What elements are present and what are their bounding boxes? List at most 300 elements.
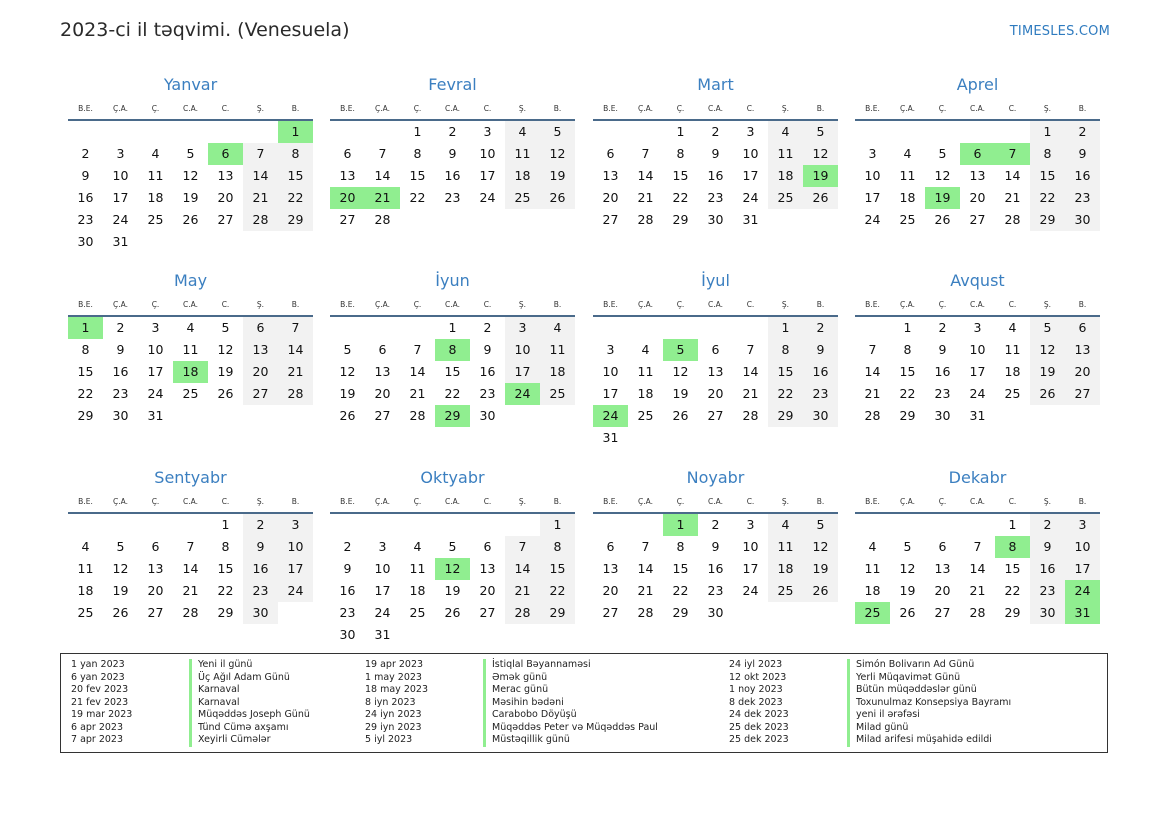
- day-cell: 25: [182, 386, 199, 401]
- day-cell: 9: [243, 536, 278, 558]
- day-grid: [593, 514, 838, 624]
- day-cell: 13: [1065, 339, 1100, 361]
- month-calendar: [855, 270, 1100, 427]
- day-cell: 20: [217, 190, 234, 205]
- day-cell: 25: [540, 383, 575, 405]
- holiday-name: Carabobo Döyüşü: [483, 709, 577, 722]
- day-cell: 4: [505, 121, 540, 143]
- day-cell: 19: [182, 190, 199, 205]
- day-cell: 30: [1030, 602, 1065, 624]
- weekday-label: B.: [816, 497, 825, 506]
- weekday-label: C.A.: [182, 497, 198, 506]
- holiday-name: Milad arifesi müşahidə edildi: [847, 734, 992, 747]
- weekday-label: Ş.: [781, 104, 790, 113]
- day-cell: 28: [969, 605, 986, 620]
- month-title: Oktyabr: [420, 468, 485, 487]
- day-cell: 7: [413, 342, 422, 357]
- day-cell: 18: [768, 558, 803, 580]
- day-cell: 25: [1004, 386, 1021, 401]
- weekday-label: C.: [1008, 104, 1017, 113]
- holiday-column: [729, 659, 1011, 747]
- month-title: Yanvar: [163, 75, 218, 94]
- day-cell: 24: [278, 580, 313, 602]
- holiday-row: [71, 659, 310, 672]
- day-cell: 14: [1004, 168, 1021, 183]
- weekday-label: B.: [553, 300, 562, 309]
- day-cell: 10: [864, 168, 881, 183]
- holiday-date: 7 apr 2023: [71, 734, 124, 745]
- day-cell: 1: [448, 320, 457, 335]
- day-cell: 19: [803, 558, 838, 580]
- day-cell: 17: [374, 583, 391, 598]
- day-grid: [330, 121, 575, 231]
- day-cell: 14: [864, 364, 881, 379]
- holiday-row: [365, 734, 658, 747]
- day-cell: 15: [1030, 165, 1065, 187]
- holiday-row: [729, 697, 1011, 710]
- holiday-name: Müstəqillik günü: [483, 734, 570, 747]
- weekday-label: B.: [1078, 497, 1087, 506]
- day-grid: [68, 121, 313, 253]
- holiday-day: 6: [208, 143, 243, 165]
- day-cell: 14: [374, 168, 391, 183]
- day-cell: 30: [479, 408, 496, 423]
- weekday-label: B.E.: [865, 497, 880, 506]
- holiday-row: [365, 672, 658, 685]
- day-cell: 23: [444, 190, 461, 205]
- day-cell: 19: [540, 165, 575, 187]
- day-cell: 30: [243, 602, 278, 624]
- day-cell: 13: [339, 168, 356, 183]
- day-cell: 2: [116, 320, 125, 335]
- weekday-label: C.: [221, 497, 230, 506]
- weekday-header: [855, 298, 1100, 317]
- day-cell: 30: [339, 627, 356, 642]
- weekday-label: Ç.A.: [374, 497, 390, 506]
- day-cell: 14: [505, 558, 540, 580]
- weekday-label: B.E.: [865, 300, 880, 309]
- weekday-label: C.A.: [707, 104, 723, 113]
- day-cell: 25: [409, 605, 426, 620]
- day-cell: 12: [672, 364, 689, 379]
- day-cell: 26: [112, 605, 129, 620]
- empty-cell: [960, 121, 995, 143]
- day-cell: 8: [81, 342, 90, 357]
- weekday-label: C.A.: [444, 104, 460, 113]
- weekday-label: C.: [746, 497, 755, 506]
- day-cell: 15: [278, 165, 313, 187]
- day-cell: 23: [934, 386, 951, 401]
- day-cell: 28: [182, 605, 199, 620]
- day-cell: 31: [112, 234, 129, 249]
- day-cell: 31: [147, 408, 164, 423]
- day-cell: 17: [864, 190, 881, 205]
- day-cell: 5: [186, 146, 195, 161]
- day-cell: 31: [602, 430, 619, 445]
- day-cell: 24: [374, 605, 391, 620]
- day-cell: 30: [1065, 209, 1100, 231]
- day-cell: 25: [768, 580, 803, 602]
- weekday-label: Ç.A.: [637, 104, 653, 113]
- day-cell: 5: [540, 121, 575, 143]
- month-calendar: [593, 467, 838, 624]
- holiday-name: Bütün müqəddəslər günü: [847, 684, 977, 697]
- day-cell: 8: [540, 536, 575, 558]
- day-cell: 23: [339, 605, 356, 620]
- month-calendar: [330, 74, 575, 231]
- day-cell: 13: [374, 364, 391, 379]
- weekday-header: [593, 102, 838, 121]
- day-cell: 7: [746, 342, 755, 357]
- empty-cell: [365, 121, 400, 143]
- empty-cell: [138, 121, 173, 143]
- day-cell: 26: [803, 187, 838, 209]
- empty-cell: [243, 121, 278, 143]
- weekday-label: C.: [221, 300, 230, 309]
- day-cell: 23: [77, 212, 94, 227]
- holiday-name: Müqəddəs Peter və Müqəddəs Paul: [483, 722, 658, 735]
- month-title: Dekabr: [948, 468, 1007, 487]
- day-cell: 25: [77, 605, 94, 620]
- day-cell: 2: [803, 317, 838, 339]
- holiday-name: Merac günü: [483, 684, 548, 697]
- holiday-list: [60, 653, 1108, 753]
- weekday-label: Ş.: [256, 300, 265, 309]
- weekday-label: Ç.A.: [112, 300, 128, 309]
- day-cell: 4: [641, 342, 650, 357]
- day-cell: 29: [672, 212, 689, 227]
- day-cell: 21: [243, 187, 278, 209]
- day-cell: 17: [969, 364, 986, 379]
- empty-cell: [925, 514, 960, 536]
- day-cell: 15: [409, 168, 426, 183]
- holiday-date: 20 fev 2023: [71, 684, 129, 695]
- holiday-day: 24: [505, 383, 540, 405]
- holiday-name: Yeni il günü: [189, 659, 252, 672]
- day-cell: 24: [864, 212, 881, 227]
- day-cell: 10: [602, 364, 619, 379]
- holiday-row: [365, 684, 658, 697]
- month-calendar: [855, 74, 1100, 231]
- day-cell: 19: [339, 386, 356, 401]
- holiday-day: 7: [995, 143, 1030, 165]
- weekday-label: Ç.: [938, 497, 947, 506]
- holiday-name: Xeyirli Cümələr: [189, 734, 271, 747]
- weekday-label: C.A.: [444, 300, 460, 309]
- day-cell: 15: [540, 558, 575, 580]
- weekday-label: Ç.: [676, 104, 685, 113]
- weekday-label: Ç.A.: [374, 300, 390, 309]
- day-cell: 27: [602, 212, 619, 227]
- day-cell: 9: [448, 146, 457, 161]
- day-cell: 4: [540, 317, 575, 339]
- day-grid: [855, 514, 1100, 624]
- holiday-name: Tünd Cümə axşamı: [189, 722, 288, 735]
- day-cell: 6: [1065, 317, 1100, 339]
- empty-cell: [628, 317, 663, 339]
- day-cell: 16: [1030, 558, 1065, 580]
- day-cell: 3: [973, 320, 982, 335]
- weekday-header: [855, 102, 1100, 121]
- day-cell: 23: [479, 386, 496, 401]
- empty-cell: [505, 514, 540, 536]
- empty-cell: [663, 317, 698, 339]
- weekday-label: B.: [816, 104, 825, 113]
- weekday-label: C.: [746, 300, 755, 309]
- day-cell: 7: [641, 539, 650, 554]
- holiday-date: 1 may 2023: [365, 671, 422, 683]
- day-cell: 19: [1030, 361, 1065, 383]
- month-calendar: [68, 270, 313, 427]
- day-cell: 28: [374, 212, 391, 227]
- holiday-date: 12 okt 2023: [729, 671, 787, 683]
- holiday-row: [71, 672, 310, 685]
- day-cell: 8: [676, 539, 685, 554]
- weekday-label: B.: [291, 497, 300, 506]
- empty-cell: [890, 514, 925, 536]
- holiday-date: 5 iyl 2023: [365, 734, 413, 745]
- holiday-date: 18 may 2023: [365, 684, 429, 695]
- day-cell: 7: [973, 539, 982, 554]
- empty-cell: [593, 317, 628, 339]
- day-cell: 18: [637, 386, 654, 401]
- weekday-label: B.E.: [603, 104, 618, 113]
- day-cell: 8: [676, 146, 685, 161]
- weekday-label: Ç.: [938, 104, 947, 113]
- holiday-date: 6 yan 2023: [71, 671, 125, 683]
- holiday-name: Üç Ağıl Adam Günü: [189, 672, 290, 685]
- day-cell: 3: [278, 514, 313, 536]
- month-title: Sentyabr: [154, 468, 227, 487]
- empty-cell: [925, 121, 960, 143]
- day-cell: 21: [969, 583, 986, 598]
- day-cell: 10: [742, 539, 759, 554]
- day-cell: 12: [217, 342, 234, 357]
- holiday-day: 25: [855, 602, 890, 624]
- empty-cell: [208, 121, 243, 143]
- holiday-day: 24: [593, 405, 628, 427]
- day-cell: 13: [969, 168, 986, 183]
- day-cell: 25: [768, 187, 803, 209]
- holiday-date: 24 iyn 2023: [365, 709, 422, 720]
- day-cell: 22: [444, 386, 461, 401]
- empty-cell: [593, 121, 628, 143]
- empty-cell: [628, 514, 663, 536]
- holiday-row: [365, 659, 658, 672]
- weekday-label: Ş.: [1043, 104, 1052, 113]
- day-cell: 11: [147, 168, 164, 183]
- weekday-label: Ç.: [151, 497, 160, 506]
- day-grid: [855, 121, 1100, 231]
- day-cell: 29: [768, 405, 803, 427]
- day-cell: 21: [742, 386, 759, 401]
- day-cell: 22: [1030, 187, 1065, 209]
- weekday-label: Ş.: [1043, 300, 1052, 309]
- day-cell: 15: [768, 361, 803, 383]
- day-cell: 9: [711, 146, 720, 161]
- holiday-row: [729, 722, 1011, 735]
- day-cell: 4: [81, 539, 90, 554]
- day-cell: 16: [707, 168, 724, 183]
- day-cell: 14: [637, 561, 654, 576]
- day-cell: 3: [746, 517, 755, 532]
- day-cell: 27: [243, 383, 278, 405]
- weekday-label: Ç.: [413, 497, 422, 506]
- empty-cell: [330, 514, 365, 536]
- weekday-header: [593, 495, 838, 514]
- day-cell: 20: [479, 583, 496, 598]
- empty-cell: [330, 317, 365, 339]
- day-cell: 14: [742, 364, 759, 379]
- day-cell: 10: [505, 339, 540, 361]
- holiday-day: 5: [663, 339, 698, 361]
- day-cell: 12: [899, 561, 916, 576]
- empty-cell: [400, 514, 435, 536]
- day-cell: 9: [116, 342, 125, 357]
- day-cell: 7: [186, 539, 195, 554]
- holiday-name: Karnaval: [189, 697, 240, 710]
- day-cell: 25: [899, 212, 916, 227]
- day-cell: 12: [339, 364, 356, 379]
- day-cell: 18: [1004, 364, 1021, 379]
- day-cell: 25: [505, 187, 540, 209]
- day-cell: 4: [186, 320, 195, 335]
- day-cell: 28: [243, 209, 278, 231]
- weekday-header: [68, 102, 313, 121]
- day-cell: 26: [672, 408, 689, 423]
- weekday-label: Ç.: [413, 104, 422, 113]
- day-cell: 16: [707, 561, 724, 576]
- day-cell: 18: [409, 583, 426, 598]
- day-cell: 29: [540, 602, 575, 624]
- weekday-label: C.: [483, 497, 492, 506]
- day-cell: 19: [672, 386, 689, 401]
- day-cell: 22: [77, 386, 94, 401]
- day-cell: 3: [1065, 514, 1100, 536]
- day-cell: 17: [602, 386, 619, 401]
- day-cell: 7: [378, 146, 387, 161]
- empty-cell: [330, 121, 365, 143]
- weekday-header: [593, 298, 838, 317]
- day-cell: 4: [1008, 320, 1017, 335]
- day-cell: 26: [803, 580, 838, 602]
- weekday-label: B.E.: [340, 300, 355, 309]
- day-cell: 11: [1004, 342, 1021, 357]
- day-cell: 14: [182, 561, 199, 576]
- day-cell: 8: [903, 342, 912, 357]
- day-cell: 22: [899, 386, 916, 401]
- holiday-row: [729, 684, 1011, 697]
- day-grid: [330, 514, 575, 646]
- weekday-label: B.E.: [78, 300, 93, 309]
- day-cell: 1: [221, 517, 230, 532]
- day-cell: 26: [182, 212, 199, 227]
- day-cell: 26: [1030, 383, 1065, 405]
- day-cell: 19: [217, 364, 234, 379]
- day-cell: 2: [711, 124, 720, 139]
- day-cell: 11: [768, 143, 803, 165]
- day-cell: 27: [934, 605, 951, 620]
- weekday-label: B.: [553, 104, 562, 113]
- day-cell: 20: [707, 386, 724, 401]
- day-cell: 5: [803, 514, 838, 536]
- weekday-label: B.E.: [78, 104, 93, 113]
- day-cell: 31: [742, 212, 759, 227]
- day-cell: 6: [243, 317, 278, 339]
- holiday-date: 21 fev 2023: [71, 696, 129, 708]
- day-cell: 17: [479, 168, 496, 183]
- day-cell: 23: [112, 386, 129, 401]
- weekday-label: Ç.: [151, 300, 160, 309]
- weekday-header: [330, 298, 575, 317]
- day-cell: 1: [540, 514, 575, 536]
- day-cell: 28: [864, 408, 881, 423]
- day-cell: 22: [672, 583, 689, 598]
- holiday-day: 18: [173, 361, 208, 383]
- weekday-label: C.: [483, 300, 492, 309]
- weekday-label: B.: [291, 300, 300, 309]
- weekday-label: C.: [1008, 300, 1017, 309]
- weekday-header: [330, 102, 575, 121]
- holiday-day: 19: [925, 187, 960, 209]
- day-cell: 8: [1030, 143, 1065, 165]
- weekday-label: Ş.: [256, 104, 265, 113]
- day-cell: 22: [217, 583, 234, 598]
- holiday-date: 1 yan 2023: [71, 659, 125, 670]
- day-cell: 1: [1008, 517, 1017, 532]
- weekday-label: Ç.A.: [899, 300, 915, 309]
- weekday-label: Ş.: [781, 497, 790, 506]
- month-calendar: [330, 270, 575, 427]
- brand-link[interactable]: TIMESLES.COM: [1009, 24, 1110, 39]
- day-cell: 17: [112, 190, 129, 205]
- day-cell: 12: [112, 561, 129, 576]
- weekday-label: B.: [816, 300, 825, 309]
- day-cell: 28: [742, 408, 759, 423]
- day-cell: 24: [479, 190, 496, 205]
- day-cell: 6: [711, 342, 720, 357]
- empty-cell: [733, 317, 768, 339]
- day-cell: 31: [374, 627, 391, 642]
- day-cell: 28: [1004, 212, 1021, 227]
- weekday-label: B.: [553, 497, 562, 506]
- weekday-label: B.: [291, 104, 300, 113]
- day-cell: 23: [1030, 580, 1065, 602]
- holiday-day: 6: [960, 143, 995, 165]
- weekday-label: C.: [746, 104, 755, 113]
- holiday-name: Yerli Müqavimət Günü: [847, 672, 960, 685]
- day-cell: 21: [864, 386, 881, 401]
- weekday-label: C.A.: [969, 104, 985, 113]
- day-cell: 10: [969, 342, 986, 357]
- day-cell: 11: [182, 342, 199, 357]
- empty-cell: [68, 514, 103, 536]
- day-cell: 16: [934, 364, 951, 379]
- day-cell: 22: [1004, 583, 1021, 598]
- day-cell: 7: [278, 317, 313, 339]
- holiday-day: 24: [1065, 580, 1100, 602]
- day-cell: 1: [903, 320, 912, 335]
- day-cell: 23: [707, 583, 724, 598]
- day-cell: 4: [413, 539, 422, 554]
- day-cell: 16: [1065, 165, 1100, 187]
- day-cell: 3: [116, 146, 125, 161]
- weekday-label: C.A.: [182, 300, 198, 309]
- day-cell: 10: [479, 146, 496, 161]
- weekday-label: Ş.: [518, 497, 527, 506]
- day-cell: 26: [540, 187, 575, 209]
- weekday-label: C.A.: [707, 300, 723, 309]
